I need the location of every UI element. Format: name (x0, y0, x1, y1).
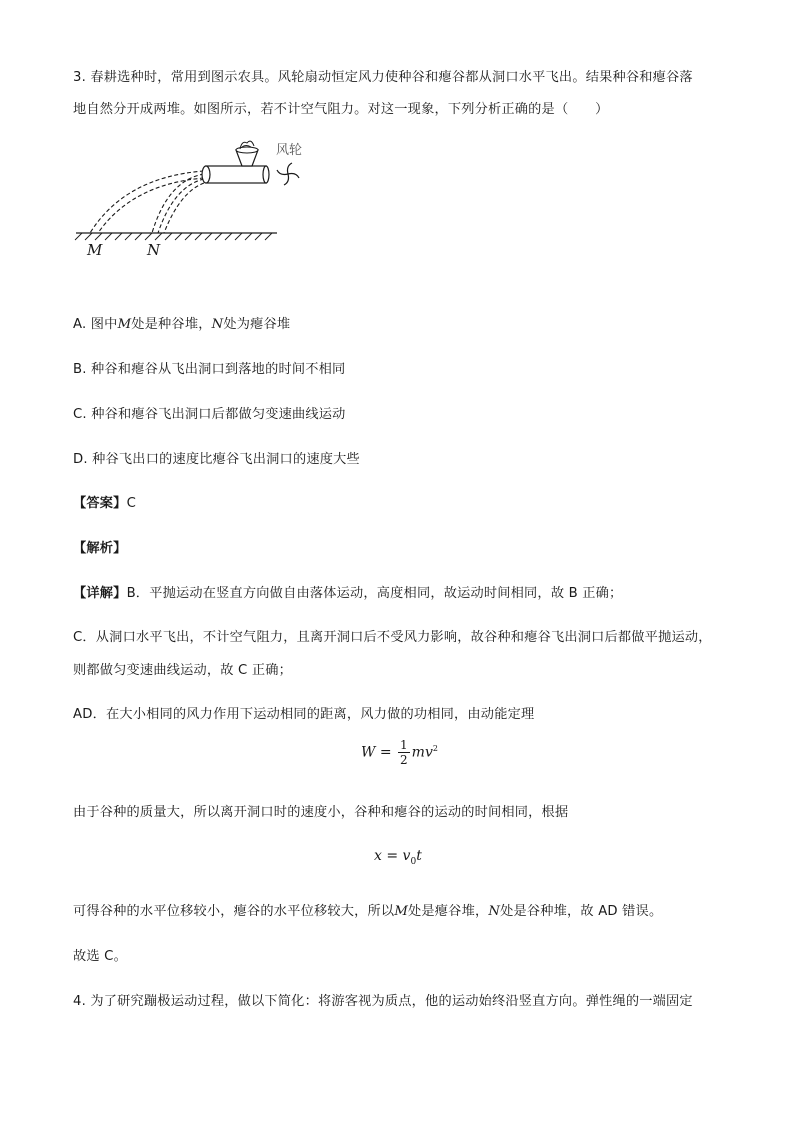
conclusion: 可得谷种的水平位移较小，瘪谷的水平位移较大，所以M处是瘪谷堆，N处是谷种堆，故 AD 错误。 (73, 904, 663, 919)
q3-option-d: D. 种谷飞出口的速度比瘪谷飞出洞口的速度大些 (73, 452, 360, 467)
trajectory-N (152, 174, 204, 233)
trajectory-M (90, 171, 204, 233)
answer-value: C (126, 496, 136, 511)
q3-option-c: C. 种谷和瘪谷飞出洞口后都做匀变速曲线运动 (73, 407, 346, 422)
detail-c1: C．从洞口水平飞出，不计空气阻力，且离开洞口后不受风力影响，故谷种和瘪谷飞出洞口后都做平抛运动， (73, 630, 712, 645)
detail-c2: 则都做匀变速曲线运动，故 C 正确； (73, 663, 293, 678)
formula-displacement: $x = v_0t$ (374, 848, 422, 867)
q3-option-a: A. 图中M处是种谷堆，N处为瘪谷堆 (73, 317, 291, 332)
answer-tag: 【答案】 (73, 496, 127, 511)
q3-option-b: B. 种谷和瘪谷从飞出洞口到落地的时间不相同 (73, 362, 346, 377)
detail-mass: 由于谷种的质量大，所以离开洞口时的速度小，谷种和瘪谷的运动的时间相同，根据 (73, 805, 569, 820)
detail-ad: AD．在大小相同的风力作用下运动相同的距离，风力做的功相同，由动能定理 (73, 707, 535, 722)
q3-figure (70, 132, 303, 262)
q3-stem-line1: 3. 春耕选种时，常用到图示农具。风轮扇动恒定风力使种谷和瘪谷都从洞口水平飞出。结果种谷和瘪谷落 (73, 70, 693, 85)
fan-icon (277, 163, 299, 185)
detail-b: 【详解】B．平抛运动在竖直方向做自由落体运动，高度相同，故运动时间相同，故 B 正确； (73, 586, 623, 601)
q3-stem-line2: 地自然分开成两堆。如图所示，若不计空气阻力。对这一现象，下列分析正确的是（ ） (73, 102, 609, 117)
analysis-tag: 【解析】 (73, 541, 127, 556)
machine-pipe (206, 166, 266, 183)
ground-hatching (75, 233, 272, 240)
final-choice: 故选 C。 (73, 949, 127, 964)
formula-kinetic-energy: W = $\frac{1}{2}$ $mv^2$ (361, 738, 438, 767)
label-N: N (147, 241, 161, 259)
fan-label: 风轮 (276, 143, 303, 158)
answer-line (73, 492, 136, 511)
pipe-outlet (202, 166, 210, 183)
label-M: M (87, 241, 103, 259)
q4-stem-line1: 4. 为了研究蹦极运动过程，做以下简化：将游客视为质点，他的运动始终沿竖直方向。弹性绳的一端固定 (73, 994, 693, 1009)
